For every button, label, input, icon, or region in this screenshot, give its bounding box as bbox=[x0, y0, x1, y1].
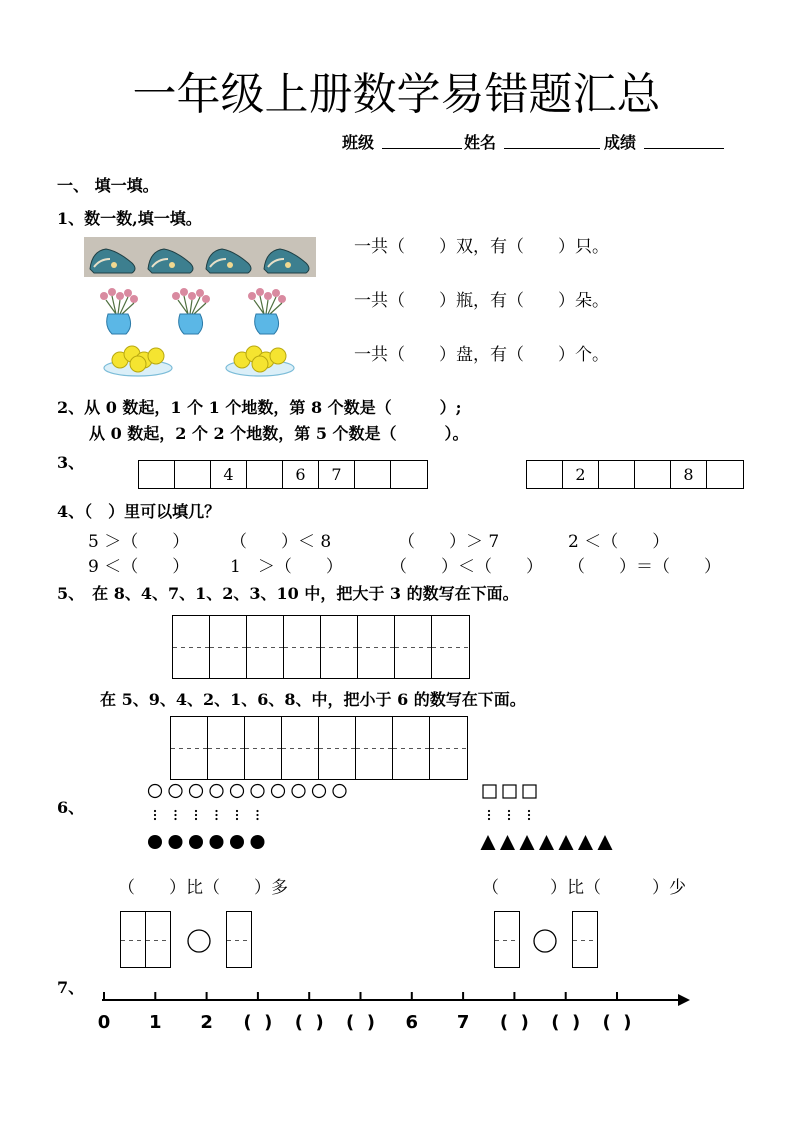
q6-left-compare: （ ）比（ ）多 bbox=[118, 878, 288, 898]
q5-answer-grid-2[interactable] bbox=[170, 716, 468, 780]
q3b-cell[interactable] bbox=[635, 461, 671, 488]
hollow-circle bbox=[272, 785, 285, 798]
number-line-label[interactable]: ( ) bbox=[243, 1012, 273, 1033]
q4-item: （ ）＞ 7 bbox=[398, 532, 500, 552]
hollow-squares bbox=[483, 785, 536, 798]
score-label: 成绩 bbox=[604, 133, 637, 152]
q2-line2: 从 0 数起，2 个 2 个地数，第 5 个数是（ ）。 bbox=[89, 424, 469, 443]
q3a-cell[interactable]: 6 bbox=[283, 461, 319, 488]
q4-item: 1 ＞（ ） bbox=[230, 557, 343, 577]
dot bbox=[488, 814, 490, 816]
filled-triangles bbox=[481, 835, 613, 850]
hollow-circle bbox=[190, 785, 203, 798]
q3b-cell[interactable]: 2 bbox=[563, 461, 599, 488]
filled-circle bbox=[230, 835, 244, 849]
hollow-circle bbox=[251, 785, 264, 798]
dot bbox=[236, 814, 238, 816]
page-title: 一年级上册数学易错题汇总 bbox=[132, 69, 661, 120]
hollow-square bbox=[523, 785, 536, 798]
filled-circle bbox=[251, 835, 265, 849]
q3a-cell[interactable]: 7 bbox=[319, 461, 355, 488]
hollow-square bbox=[483, 785, 496, 798]
dot bbox=[154, 814, 156, 816]
number-line-label: 1 bbox=[149, 1012, 162, 1033]
q7-label: 7、 bbox=[57, 978, 85, 997]
number-line-label[interactable]: ( ) bbox=[602, 1012, 632, 1033]
filled-triangle bbox=[598, 835, 613, 850]
dot bbox=[195, 818, 197, 820]
name-label: 姓名 bbox=[464, 133, 497, 152]
class-label: 班级 bbox=[342, 133, 375, 152]
number-line-label: 2 bbox=[200, 1012, 213, 1033]
dot bbox=[154, 818, 156, 820]
q6-right-compare: （ ）比（ ）少 bbox=[482, 878, 686, 898]
q1-label: 1、数一数,填一填。 bbox=[57, 209, 202, 228]
dot bbox=[256, 814, 258, 816]
q6-left-box-c[interactable] bbox=[226, 911, 252, 968]
dot bbox=[488, 810, 490, 812]
hollow-circle bbox=[231, 785, 244, 798]
dot bbox=[528, 814, 530, 816]
dot bbox=[154, 810, 156, 812]
filled-triangle bbox=[481, 835, 496, 850]
dot bbox=[528, 818, 530, 820]
number-line bbox=[96, 988, 696, 1012]
dot bbox=[215, 818, 217, 820]
number-line-label[interactable]: ( ) bbox=[294, 1012, 324, 1033]
q6-right-box-a[interactable] bbox=[494, 911, 520, 968]
q3b-cell[interactable]: 8 bbox=[671, 461, 707, 488]
q3a-cell[interactable] bbox=[247, 461, 283, 488]
q4-item: 2 ＜（ ） bbox=[568, 532, 670, 552]
dot bbox=[215, 814, 217, 816]
dot bbox=[174, 810, 176, 812]
q4-item: 9 ＜（ ） bbox=[88, 557, 190, 577]
dot bbox=[174, 818, 176, 820]
q4-item: （ ）＜（ ） bbox=[390, 557, 543, 577]
hollow-circle bbox=[149, 785, 162, 798]
hollow-circle bbox=[210, 785, 223, 798]
hollow-circle bbox=[333, 785, 346, 798]
dot bbox=[236, 818, 238, 820]
dot bbox=[508, 818, 510, 820]
q3a-cell[interactable] bbox=[175, 461, 211, 488]
dot bbox=[508, 814, 510, 816]
compare-circle-icon[interactable] bbox=[186, 928, 212, 954]
q4-item: 5 ＞（ ） bbox=[88, 532, 190, 552]
q2-line1: 2、从 0 数起，1 个 1 个地数，第 8 个数是（ ）; bbox=[57, 398, 462, 417]
q5-answer-grid-1[interactable] bbox=[172, 615, 470, 679]
filled-triangle bbox=[500, 835, 515, 850]
score-blank[interactable] bbox=[644, 134, 724, 149]
filled-triangle bbox=[520, 835, 535, 850]
number-line-label[interactable]: ( ) bbox=[551, 1012, 581, 1033]
q6-left-box-b[interactable] bbox=[145, 911, 171, 968]
hollow-circle bbox=[292, 785, 305, 798]
filled-triangle bbox=[578, 835, 593, 850]
dot bbox=[488, 818, 490, 820]
q3b-cell[interactable] bbox=[707, 461, 743, 488]
filled-circle bbox=[148, 835, 162, 849]
filled-circles bbox=[148, 835, 265, 849]
q3a-cell[interactable]: 4 bbox=[211, 461, 247, 488]
q3b-cell[interactable] bbox=[599, 461, 635, 488]
q4-item: （ ）＝（ ） bbox=[568, 557, 721, 577]
q6-right-box-b[interactable] bbox=[572, 911, 598, 968]
dot bbox=[174, 814, 176, 816]
filled-circle bbox=[169, 835, 183, 849]
q6-label: 6、 bbox=[57, 798, 85, 817]
dot bbox=[508, 810, 510, 812]
hollow-circles bbox=[149, 785, 347, 798]
q3-label: 3、 bbox=[57, 453, 85, 472]
flower-vase-icon bbox=[94, 288, 294, 336]
filled-circle bbox=[189, 835, 203, 849]
dot bbox=[528, 810, 530, 812]
q1-flowers-text: 一共（ ）瓶，有（ ）朵。 bbox=[354, 291, 609, 311]
dot bbox=[256, 818, 258, 820]
q3a-cell[interactable] bbox=[139, 461, 175, 488]
q3b-cell[interactable] bbox=[527, 461, 563, 488]
q4-item: （ ）＜ 8 bbox=[230, 532, 332, 552]
number-line-label: 6 bbox=[405, 1012, 419, 1033]
filled-triangle bbox=[559, 835, 574, 850]
dotted-lines bbox=[154, 810, 530, 820]
dot bbox=[256, 810, 258, 812]
q6-left-box-a[interactable] bbox=[120, 911, 146, 968]
q5-line2: 在 5、9、4、2、1、6、8、中，把小于 6 的数写在下面。 bbox=[100, 690, 526, 709]
hollow-circle bbox=[313, 785, 326, 798]
dot bbox=[236, 810, 238, 812]
section-heading: 一、 填一填。 bbox=[57, 176, 159, 195]
number-line-label: 0 bbox=[97, 1012, 111, 1033]
dot bbox=[195, 814, 197, 816]
q6-shapes bbox=[140, 780, 700, 852]
filled-circle bbox=[210, 835, 224, 849]
number-line-label[interactable]: ( ) bbox=[346, 1012, 375, 1033]
shoes-pair-icon bbox=[84, 237, 316, 277]
pear-plate-icon bbox=[102, 336, 298, 378]
q1-shoes-text: 一共（ ）双，有（ ）只。 bbox=[354, 237, 609, 257]
dot bbox=[215, 810, 217, 812]
compare-circle-icon[interactable] bbox=[532, 928, 558, 954]
q4-label: 4、（ ）里可以填几？ bbox=[57, 502, 221, 521]
dot bbox=[195, 810, 197, 812]
q3a-cell[interactable] bbox=[355, 461, 391, 488]
number-line-label: 7 bbox=[456, 1012, 470, 1033]
hollow-square bbox=[503, 785, 516, 798]
q3a-cell[interactable] bbox=[391, 461, 427, 488]
class-blank[interactable] bbox=[382, 134, 462, 149]
arrow-right-icon bbox=[678, 994, 690, 1006]
q1-pears-text: 一共（ ）盘，有（ ）个。 bbox=[354, 345, 609, 365]
filled-triangle bbox=[539, 835, 554, 850]
hollow-circle bbox=[169, 785, 182, 798]
number-line-label[interactable]: ( ) bbox=[499, 1012, 529, 1033]
q3-number-row-a bbox=[138, 460, 428, 489]
q5-line1: 5、 在 8、4、7、1、2、3、10 中，把大于 3 的数写在下面。 bbox=[57, 584, 519, 603]
q3-number-row-b bbox=[526, 460, 744, 489]
name-blank[interactable] bbox=[504, 134, 600, 149]
